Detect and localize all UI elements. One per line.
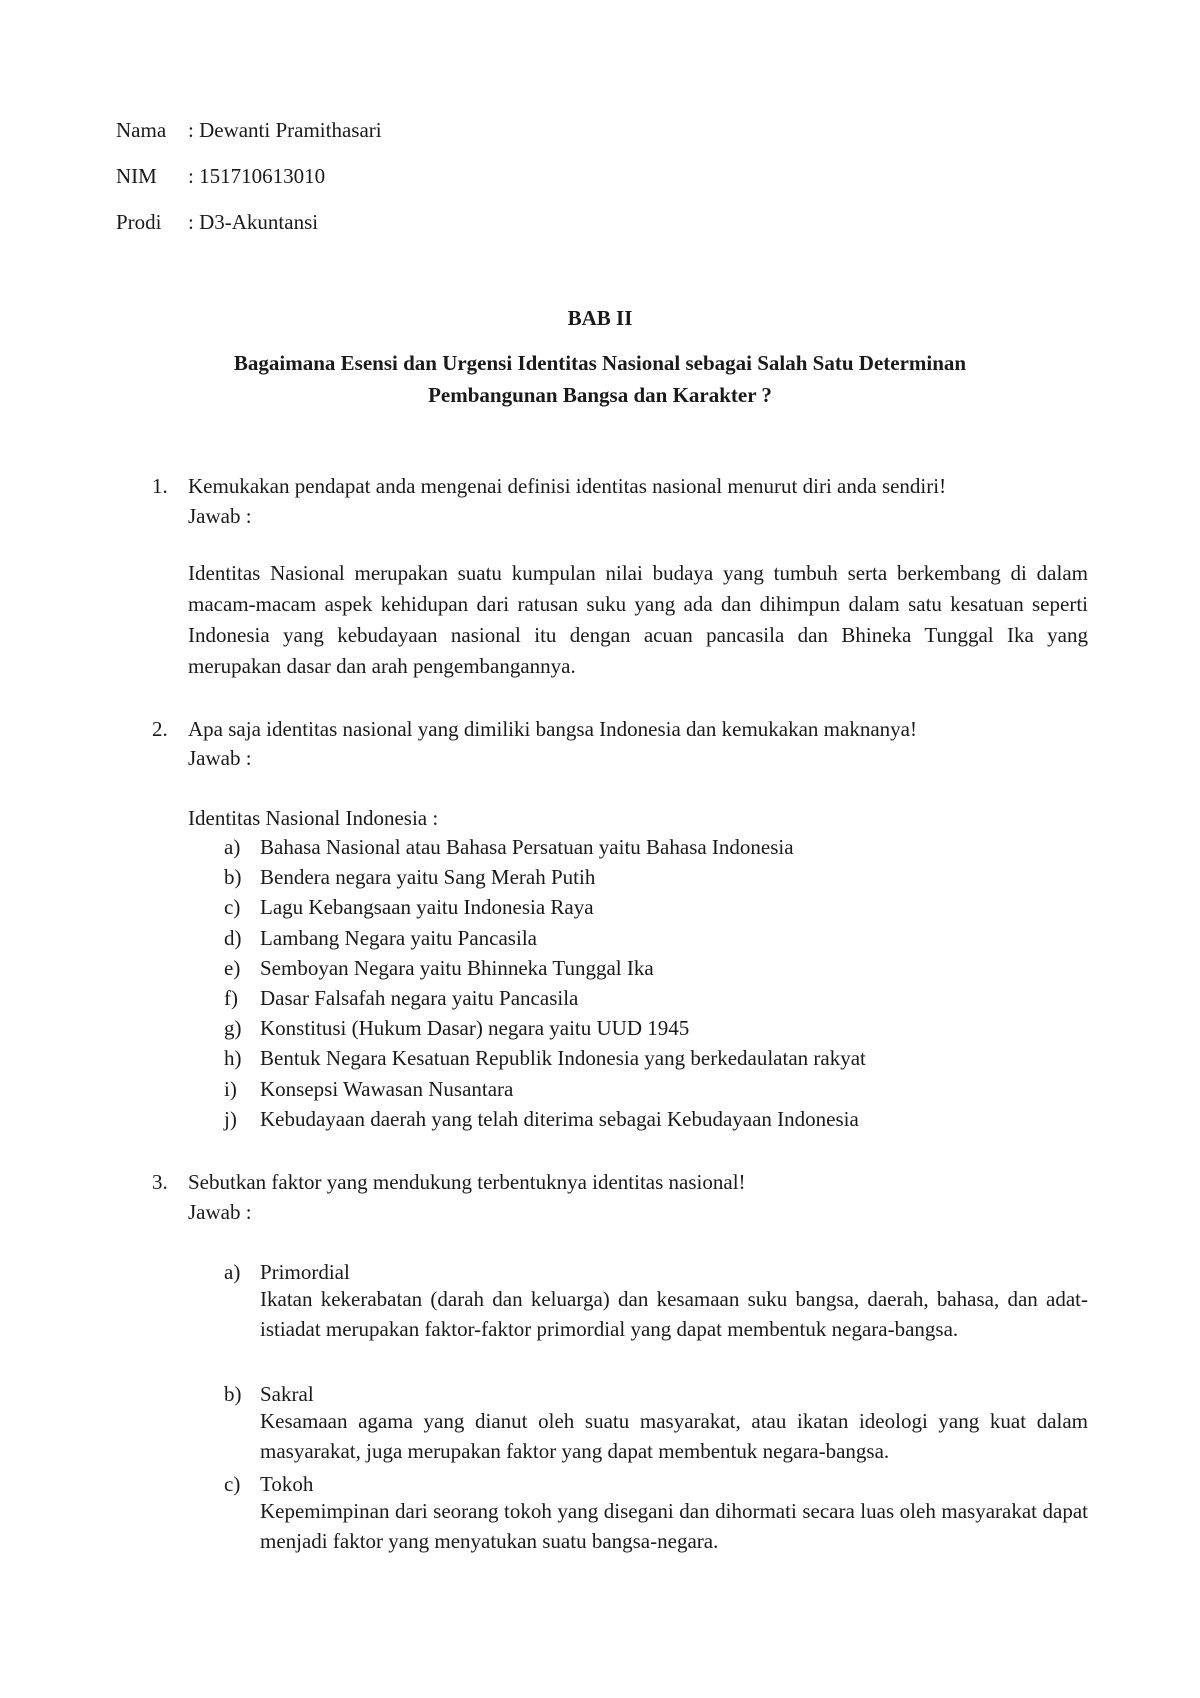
list-text: Bentuk Negara Kesatuan Republik Indonesia yang berkedaulatan rakyat <box>260 1046 866 1071</box>
list-marker: a) <box>224 835 241 859</box>
factor-a-desc: Ikatan kekerabatan (darah dan keluarga) dan kesamaan suku bangsa, daerah, bahasa, dan adat-istiadat merupakan faktor-faktor primordial yang dapat membentuk negara-bangsa. <box>260 1287 1088 1341</box>
factor-c-title: Tokoh <box>260 1472 314 1496</box>
title-line-1: Bagaimana Esensi dan Urgensi Identitas Nasional sebagai Salah Satu Determinan <box>233 351 967 375</box>
list-marker: h) <box>224 1046 242 1071</box>
q1-jawab: Jawab : <box>188 504 252 528</box>
list-text: Semboyan Negara yaitu Bhinneka Tunggal Ika <box>260 955 654 980</box>
q2-intro: Identitas Nasional Indonesia : <box>188 806 439 830</box>
nim-value: : 151710613010 <box>188 164 326 188</box>
list-marker: c) <box>224 895 241 920</box>
list-text: Kebudayaan daerah yang telah diterima sebagai Kebudayaan Indonesia <box>260 1106 859 1131</box>
prodi-row <box>116 210 318 234</box>
q3-question: Sebutkan faktor yang mendukung terbentuknya identitas nasional! <box>188 1170 746 1194</box>
chapter-heading: BAB II <box>567 306 633 330</box>
prodi-value: : D3-Akuntansi <box>188 210 319 234</box>
q2-jawab: Jawab : <box>188 746 252 770</box>
prodi-label: Prodi <box>116 210 162 234</box>
q1-number: 1. <box>152 474 168 498</box>
list-marker: i) <box>224 1076 237 1101</box>
list-text: Konstitusi (Hukum Dasar) negara yaitu UUD 1945 <box>260 1016 690 1041</box>
factor-a-title: Primordial <box>260 1260 350 1284</box>
list-text: Lagu Kebangsaan yaitu Indonesia Raya <box>260 895 594 920</box>
factor-b-desc: Kesamaan agama yang dianut oleh suatu masyarakat, atau ikatan ideologi yang kuat dalam masyarakat, juga merupakan faktor yang dapat membentuk negara-bangsa. <box>260 1409 1088 1463</box>
q3-jawab: Jawab : <box>188 1200 252 1224</box>
factor-a-marker: a) <box>224 1260 241 1284</box>
title-line-2: Pembangunan Bangsa dan Karakter ? <box>428 383 772 407</box>
list-text: Dasar Falsafah negara yaitu Pancasila <box>260 985 579 1010</box>
factor-c-marker: c) <box>224 1472 241 1496</box>
list-text: Konsepsi Wawasan Nusantara <box>260 1076 514 1101</box>
name-row <box>116 118 382 142</box>
factor-b-title: Sakral <box>260 1382 314 1406</box>
list-marker: b) <box>224 865 242 890</box>
q1-question: Kemukakan pendapat anda mengenai definisi identitas nasional menurut diri anda sendiri! <box>188 474 947 498</box>
q2-question: Apa saja identitas nasional yang dimiliki bangsa Indonesia dan kemukakan maknanya! <box>188 717 917 741</box>
list-marker: j) <box>224 1106 237 1131</box>
list-marker: e) <box>224 955 241 980</box>
nim-row <box>116 164 325 188</box>
name-value: : Dewanti Pramithasari <box>188 118 382 142</box>
list-marker: g) <box>224 1016 242 1041</box>
factor-b-marker: b) <box>224 1382 242 1406</box>
name-label: Nama <box>116 118 167 142</box>
q2-number: 2. <box>152 717 168 741</box>
list-marker: f) <box>224 985 238 1010</box>
q1-answer: Identitas Nasional merupakan suatu kumpulan nilai budaya yang tumbuh serta berkembang di dalam macam-macam aspek kehidupan dari ratusan suku yang ada dan dihimpun dalam satu kesatuan seperti Indonesia yang kebudayaan nasional itu dengan acuan pancasila dan Bhineka Tunggal Ika yang merupakan dasar dan arah pengembangannya. <box>188 561 1088 678</box>
list-text: Bendera negara yaitu Sang Merah Putih <box>260 865 596 890</box>
list-text: Bahasa Nasional atau Bahasa Persatuan yaitu Bahasa Indonesia <box>260 835 794 859</box>
nim-label: NIM <box>116 164 157 188</box>
factor-c-desc: Kepemimpinan dari seorang tokoh yang disegani dan dihormati secara luas oleh masyarakat dapat menjadi faktor yang menyatukan suatu bangsa-negara. <box>260 1499 1088 1553</box>
q3-number: 3. <box>152 1170 168 1194</box>
list-text: Lambang Negara yaitu Pancasila <box>260 925 537 950</box>
list-marker: d) <box>224 925 242 950</box>
